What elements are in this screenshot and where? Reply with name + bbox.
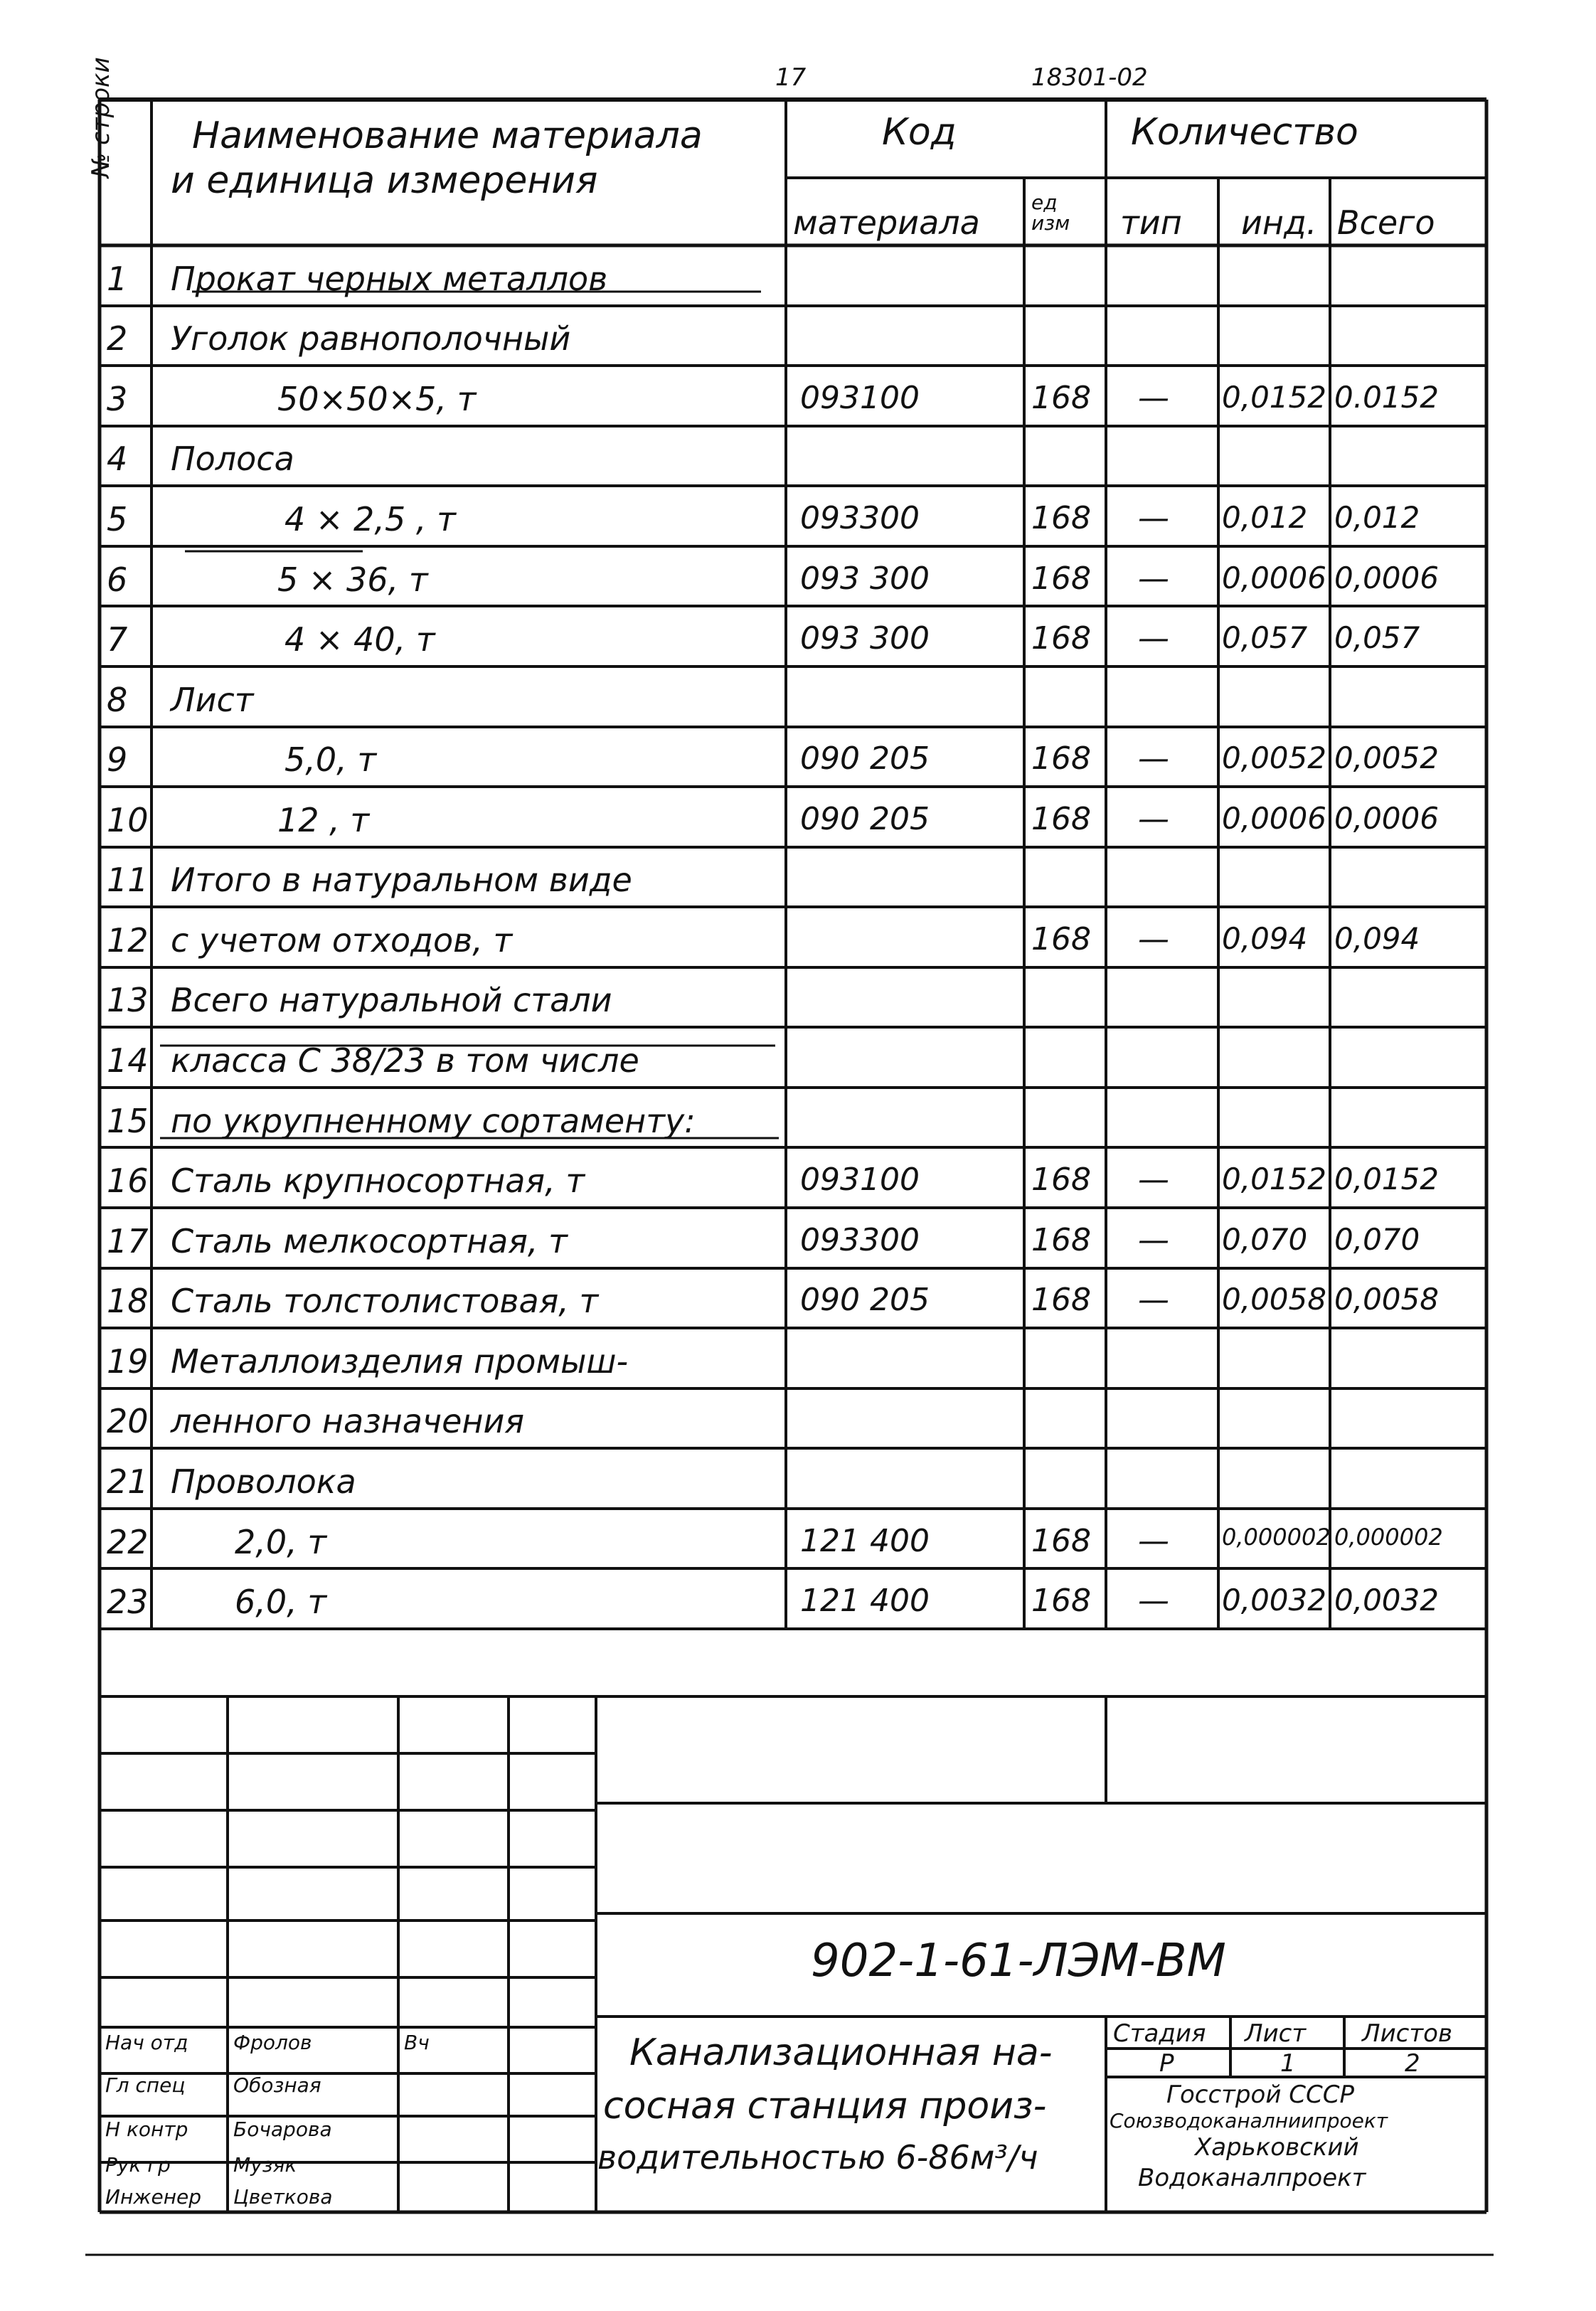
material-name: Итого в натуральном виде xyxy=(171,861,632,899)
material-name: Сталь мелкосортная, т xyxy=(171,1222,568,1260)
qty-type: — xyxy=(1138,740,1169,777)
material-code: 121 400 xyxy=(800,1523,930,1559)
header-code-material: материала xyxy=(793,203,980,242)
designation: 902-1-61-ЛЭМ-ВМ xyxy=(811,1935,1226,1987)
header-qty: Количество xyxy=(1131,111,1358,154)
material-code: 090 205 xyxy=(800,801,930,837)
material-name: 5 × 36, т xyxy=(277,561,428,599)
qty-type: — xyxy=(1138,1282,1169,1318)
qty-type: — xyxy=(1138,1523,1169,1559)
qty-individual: 0,012 xyxy=(1222,500,1308,535)
material-code: 090 205 xyxy=(800,740,930,777)
material-name: Уголок равнополочный xyxy=(171,319,571,358)
material-name: 50×50×5, т xyxy=(277,380,477,418)
header-row-no: № строки xyxy=(87,57,115,178)
signer-name: Цветкова xyxy=(233,2185,333,2209)
qty-type: — xyxy=(1138,1162,1169,1198)
qty-total: 0,012 xyxy=(1334,500,1420,535)
page-number: 17 xyxy=(775,63,807,92)
material-name: с учетом отходов, т xyxy=(171,921,513,960)
row-number: 2 xyxy=(107,319,128,358)
unit-code: 168 xyxy=(1031,801,1091,837)
qty-type: — xyxy=(1138,801,1169,837)
material-name: класса С 38/23 в том числе xyxy=(171,1041,639,1080)
material-code: 093100 xyxy=(800,1162,920,1198)
qty-individual: 0,0058 xyxy=(1222,1282,1326,1317)
qty-individual: 0,0052 xyxy=(1222,740,1326,775)
sheet-value: 1 xyxy=(1280,2049,1296,2078)
row-number: 21 xyxy=(107,1462,149,1501)
unit-code: 168 xyxy=(1031,1583,1091,1619)
material-name: 5,0, т xyxy=(284,740,377,779)
qty-total: 0,057 xyxy=(1334,620,1420,655)
material-name: ленного назначения xyxy=(171,1402,525,1440)
org-line3: Харьковский xyxy=(1195,2133,1359,2162)
header-qty-total: Всего xyxy=(1337,203,1435,242)
stage-label: Стадия xyxy=(1113,2019,1206,2048)
header-code: Код xyxy=(882,111,957,154)
qty-type: — xyxy=(1138,500,1169,536)
org-line1: Госстрой СССР xyxy=(1166,2081,1354,2109)
material-name: 4 × 40, т xyxy=(284,620,435,659)
row-number: 19 xyxy=(107,1342,149,1381)
material-code: 093300 xyxy=(800,1222,920,1258)
unit-code: 168 xyxy=(1031,740,1091,777)
row-number: 9 xyxy=(107,740,128,779)
stamp-title-line2: сосная станция произ- xyxy=(603,2085,1047,2127)
unit-code: 168 xyxy=(1031,1162,1091,1198)
row-number: 23 xyxy=(107,1583,149,1621)
material-code: 121 400 xyxy=(800,1583,930,1619)
qty-individual: 0,000002 xyxy=(1222,1524,1331,1551)
sheet-label: Лист xyxy=(1245,2019,1307,2048)
material-name: Полоса xyxy=(171,440,294,478)
material-code: 093100 xyxy=(800,380,920,416)
material-name: 2,0, т xyxy=(235,1523,327,1561)
org-line4: Водоканалпроект xyxy=(1138,2164,1366,2192)
row-number: 5 xyxy=(107,500,128,538)
qty-total: 0,0006 xyxy=(1334,561,1439,595)
qty-total: 0,0152 xyxy=(1334,1162,1439,1196)
material-name: 12 , т xyxy=(277,801,370,839)
unit-code: 168 xyxy=(1031,380,1091,416)
row-number: 7 xyxy=(107,620,128,659)
material-code: 093300 xyxy=(800,500,920,536)
signer-role: Гл спец xyxy=(105,2073,186,2097)
unit-code: 168 xyxy=(1031,1222,1091,1258)
material-name: 4 × 2,5 , т xyxy=(284,500,456,538)
qty-type: — xyxy=(1138,561,1169,597)
qty-individual: 0,0032 xyxy=(1222,1583,1326,1617)
stamp-title-line1: Канализационная на- xyxy=(629,2031,1053,2074)
row-number: 14 xyxy=(107,1041,149,1080)
header-name-line2: и единица измерения xyxy=(171,159,598,202)
stamp-title-line3: водительностью 6-86м³/ч xyxy=(597,2138,1038,2177)
material-name: Металлоизделия промыш- xyxy=(171,1342,629,1381)
signer-name: Бочарова xyxy=(233,2118,332,2141)
signer-name: Фролов xyxy=(233,2031,312,2054)
qty-type: — xyxy=(1138,1583,1169,1619)
doc-code: 18301-02 xyxy=(1031,63,1148,92)
row-number: 10 xyxy=(107,801,149,839)
row-number: 4 xyxy=(107,440,128,478)
row-number: 15 xyxy=(107,1102,149,1140)
material-code: 090 205 xyxy=(800,1282,930,1318)
qty-individual: 0,070 xyxy=(1222,1222,1308,1257)
material-name: Лист xyxy=(171,681,254,719)
signer-role: Нач отд xyxy=(105,2031,188,2054)
qty-total: 0,0052 xyxy=(1334,740,1439,775)
material-name: Прокат черных металлов xyxy=(171,260,608,298)
qty-total: 0,070 xyxy=(1334,1222,1420,1257)
qty-individual: 0,0006 xyxy=(1222,561,1326,595)
signer-name: Музяк xyxy=(233,2153,297,2177)
material-name: 6,0, т xyxy=(235,1583,327,1621)
qty-total: 0.0152 xyxy=(1334,380,1439,415)
signer-role: Рук гр xyxy=(105,2153,171,2177)
unit-code: 168 xyxy=(1031,561,1091,597)
qty-individual: 0,0152 xyxy=(1222,380,1326,415)
material-name: Всего натуральной стали xyxy=(171,981,612,1019)
signer-role: Инженер xyxy=(105,2185,202,2209)
material-name: Сталь крупносортная, т xyxy=(171,1162,585,1200)
header-qty-ind: инд. xyxy=(1241,203,1317,242)
qty-individual: 0,0152 xyxy=(1222,1162,1326,1196)
row-number: 8 xyxy=(107,681,128,719)
qty-type: — xyxy=(1138,921,1169,957)
header-name-line1: Наименование материала xyxy=(192,115,703,157)
unit-code: 168 xyxy=(1031,500,1091,536)
material-name: по укрупненному сортаменту: xyxy=(171,1102,696,1140)
qty-type: — xyxy=(1138,380,1169,416)
qty-total: 0,000002 xyxy=(1334,1524,1443,1551)
row-number: 6 xyxy=(107,561,128,599)
header-qty-type: тип xyxy=(1120,203,1182,242)
row-number: 3 xyxy=(107,380,128,418)
qty-total: 0,0058 xyxy=(1334,1282,1439,1317)
row-number: 12 xyxy=(107,921,149,960)
qty-total: 0,094 xyxy=(1334,921,1420,956)
qty-individual: 0,0006 xyxy=(1222,801,1326,836)
row-number: 22 xyxy=(107,1523,149,1561)
signer-name: Обозная xyxy=(233,2073,321,2097)
unit-code: 168 xyxy=(1031,1523,1091,1559)
material-code: 093 300 xyxy=(800,620,930,657)
sheets-label: Листов xyxy=(1362,2019,1453,2048)
signer-signature: Вч xyxy=(404,2031,430,2054)
unit-code: 168 xyxy=(1031,1282,1091,1318)
unit-code: 168 xyxy=(1031,921,1091,957)
row-number: 17 xyxy=(107,1222,149,1260)
row-number: 13 xyxy=(107,981,149,1019)
row-number: 20 xyxy=(107,1402,149,1440)
qty-total: 0,0006 xyxy=(1334,801,1439,836)
material-name: Проволока xyxy=(171,1462,356,1501)
unit-code: 168 xyxy=(1031,620,1091,657)
row-number: 1 xyxy=(107,260,128,298)
row-number: 16 xyxy=(107,1162,149,1200)
header-code-unit: ед изм xyxy=(1031,191,1070,235)
signer-role: Н контр xyxy=(105,2118,188,2141)
qty-individual: 0,057 xyxy=(1222,620,1308,655)
sheets-value: 2 xyxy=(1405,2049,1420,2078)
qty-total: 0,0032 xyxy=(1334,1583,1439,1617)
material-name: Сталь толстолистовая, т xyxy=(171,1282,599,1320)
qty-type: — xyxy=(1138,1222,1169,1258)
row-number: 11 xyxy=(107,861,149,899)
qty-type: — xyxy=(1138,620,1169,657)
org-line2: Союзводоканалниипроект xyxy=(1110,2109,1388,2132)
row-number: 18 xyxy=(107,1282,149,1320)
qty-individual: 0,094 xyxy=(1222,921,1308,956)
stage-value: Р xyxy=(1159,2049,1174,2078)
material-code: 093 300 xyxy=(800,561,930,597)
